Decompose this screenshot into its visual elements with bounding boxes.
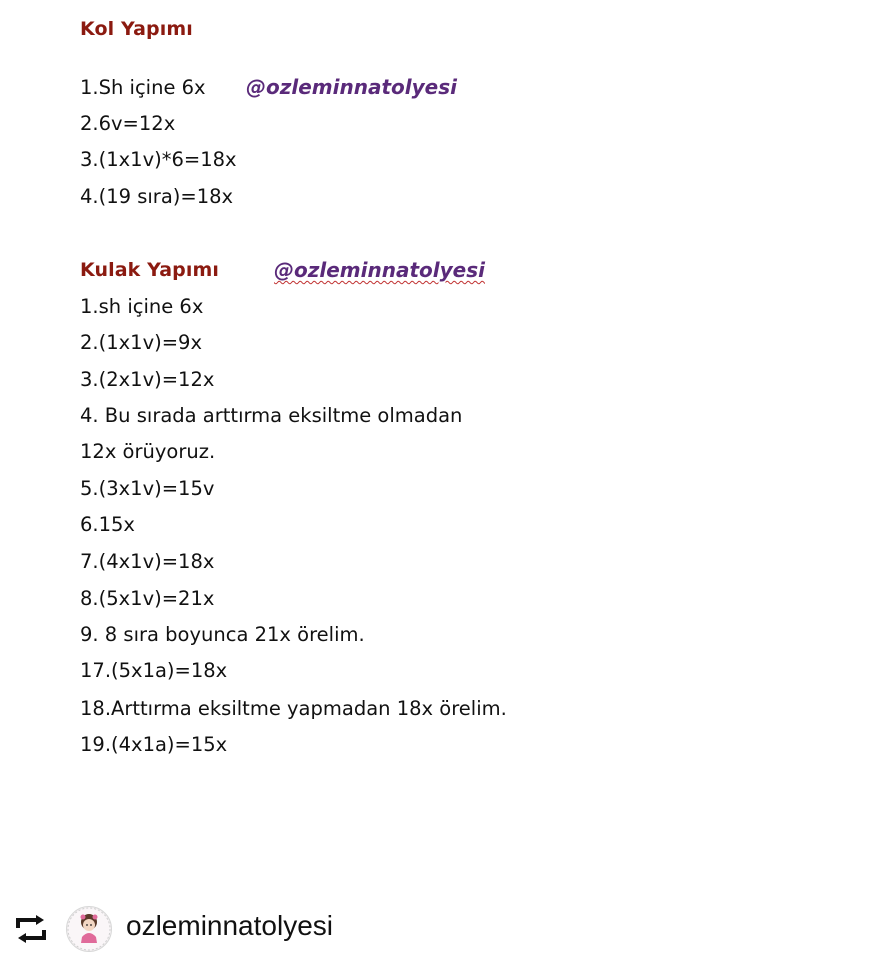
kol-section-title: Kol Yapımı [80, 18, 193, 40]
kulak-line-12: 18.Arttırma eksiltme yapmadan 18x örelim. [80, 697, 507, 720]
kulak-line-4: 4. Bu sırada arttırma eksiltme olmadan [80, 404, 463, 427]
kulak-line-6: 5.(3x1v)=15v [80, 477, 215, 500]
kulak-line-8: 7.(4x1v)=18x [80, 550, 215, 573]
kol-handle: @ozleminnatolyesi [246, 75, 457, 99]
kol-line-4: 4.(19 sıra)=18x [80, 185, 234, 208]
kulak-line-2: 2.(1x1v)=9x [80, 331, 202, 354]
kulak-line-9: 8.(5x1v)=21x [80, 587, 215, 610]
kulak-line-5: 12x örüyoruz. [80, 440, 216, 463]
kol-line-3: 3.(1x1v)*6=18x [80, 148, 237, 171]
kol-line-1: 1.Sh içine 6x [80, 76, 206, 99]
kulak-line-10: 9. 8 sıra boyunca 21x örelim. [80, 623, 365, 646]
avatar[interactable] [66, 906, 112, 952]
kulak-line-7: 6.15x [80, 513, 135, 536]
kulak-line-11: 17.(5x1a)=18x [80, 659, 228, 682]
kulak-line-1: 1.sh içine 6x [80, 295, 204, 318]
kulak-handle: @ozleminnatolyesi [274, 258, 485, 282]
kulak-line-3: 3.(2x1v)=12x [80, 368, 215, 391]
repost-username[interactable]: ozleminnatolyesi [126, 910, 333, 941]
kulak-section-title: Kulak Yapımı [80, 259, 219, 281]
repost-icon[interactable] [14, 914, 48, 944]
repost-bar [0, 896, 896, 960]
avatar-doll-icon [67, 907, 111, 951]
kol-line-2: 2.6v=12x [80, 112, 176, 135]
kulak-line-13: 19.(4x1a)=15x [80, 733, 228, 756]
